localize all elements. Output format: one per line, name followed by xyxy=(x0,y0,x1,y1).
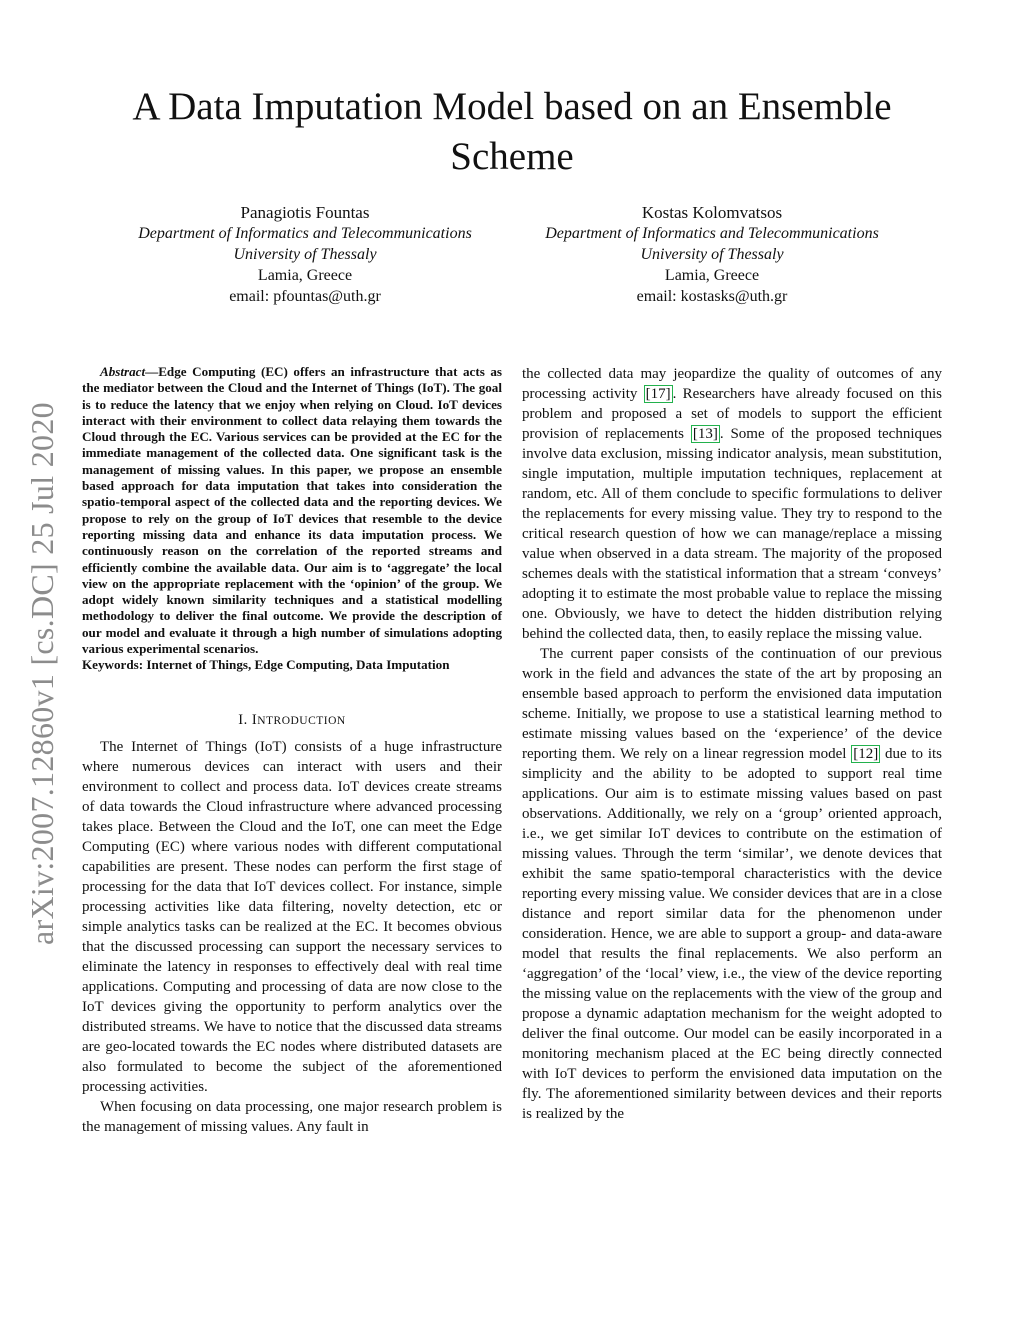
text-span: . Researchers have already focused on this problem and proposed a set of models to support the efficient provision of replacements xyxy=(522,386,942,442)
text-span: . Some of the proposed techniques involve data exclusion, missing indicator analysis, mean substitution, single imputation, multiple imputation techniques, replacement at random, etc. All of them conclude to specific formulations to deliver the replacements for every missing value. They try to respond to the critical research question of how we can manage/replace a missing value when observed in a data stream. The majority of the proposed schemes deals with the statistical information that a stream ‘conveys’ adopting it to estimate the most probable value to replace the missing one. Obviously, we have to detect the hidden distribution relying behind the collected data, then, to easily replace the missing value. xyxy=(522,426,943,642)
intro-paragraph-2: When focusing on data processing, one major research problem is the management of missing values. Any fault in xyxy=(82,1098,502,1135)
author-block-2 xyxy=(502,202,922,307)
citation-link-12[interactable]: [12] xyxy=(853,746,879,762)
right-column xyxy=(522,364,942,1124)
text-span: due to its simplicity and the ability to be adopted to support real time applications. Our aim is to estimate missing values based on past observations. Additionally, we rely on a ‘group’ oriented approach, i.e., we get similar IoT devices to contribute on the estimation of missing values. Through the term ‘similar’, we denote devices that exhibit the same spatio-temporal characteristics with the device reporting every missing value. We consider devices that are in a close distance and report similar data for the phenomenon under consideration. Hence, we are able to support a group- and data-aware model that results the final replacements. We also perform an ‘aggregation’ of the ‘local’ view, i.e., the view of the device reporting the missing value on the replacements with the view of the group and propose a dynamic adaptation mechanism for the weight adopted to deliver the final outcome. Our model can be easily incorporated in a monitoring mechanism placed at the EC being directly connected with IoT devices to perform the envisioned data imputation on the fly. The aforementioned similarity between devices and their reports is realized by the xyxy=(522,746,942,1122)
intro-paragraph-1: The Internet of Things (IoT) consists of a huge infrastructure where numerous devices can interact with users and their environment to collect and process data. IoT devices create streams of data towards the Cloud infrastructure where advanced processing takes place. Between the Cloud and the IoT, one can meet the Edge Computing (EC) where various nodes with different computational capabilities are present. These nodes can perform the first stage of processing for the data that IoT devices collect. For instance, simple processing activities like data filtering, novelty detection, etc or simple analytics tasks can be realized at the EC. It becomes obvious that the discussed processing can support the necessary services to eliminate the latency in responses to effectively deal with real time applications. Computing and processing of data are now close to the IoT devices giving the opportunity to perform analytics over the distributed streams. We have to notice that the discussed data streams are geo-located towards the EC nodes where distributed datasets are also formulated to become the subject of the aforementioned processing activities. xyxy=(82,738,502,1095)
author-university: University of Thessaly xyxy=(233,246,377,263)
author-block-1 xyxy=(95,202,515,307)
abstract xyxy=(82,364,502,674)
text-span: the collected data may jeopardize the quality of outcomes of any processing activity xyxy=(522,366,942,402)
author-location: Lamia, Greece xyxy=(257,267,353,284)
author-name: Kostas Kolomvatsos xyxy=(641,203,783,222)
abstract-text: Edge Computing (EC) offers an infrastructure that acts as the mediator between the Cloud and the Internet of Things (IoT). The goal is to reduce the latency that we enjoy when relying on Cloud. IoT devices interact with their environment to collect data relaying them towards the Cloud through the EC. Various services can be provided at the EC for the immediate management of the collected data. One significant task is the management of missing values. In this paper, we propose an ensemble based approach for data imputation that takes into consideration the spatio-temporal aspect of the collected data and the reporting devices. We propose to rely on the group of IoT devices that resemble to the device reporting missing data and enhance its data imputation process. We continuously reason on the correlation of the reported streams and efficiently combine the available data. Our aim is to ‘aggregate’ the local view on the appropriate replacement with the ‘opinion’ of the group. We adopt widely known similarity techniques and a statistical modelling methodology to deliver the final outcome. We provide the description of our model and evaluate it through a high number of simulations adopting various experimental scenarios. xyxy=(82,364,502,657)
author-name: Panagiotis Fountas xyxy=(240,203,370,222)
text-span: The current paper consists of the continuation of our previous work in the field and advances the state of the art by proposing an ensemble based approach to perform the envisioned data imputation scheme. Initially, we propose to use a statistical learning method to estimate missing values based on the ‘experience’ of the device reporting them. We rely on a linear regression model xyxy=(522,646,942,762)
author-department: Department of Informatics and Telecommunications xyxy=(138,225,472,242)
section-number: I. xyxy=(238,711,248,728)
right-paragraph-1 xyxy=(522,364,942,644)
paper-title: A Data Imputation Model based on an Ensemble Scheme xyxy=(132,85,892,178)
section-title-rest: NTRODUCTION xyxy=(257,714,346,727)
section-heading-introduction xyxy=(82,712,502,729)
arxiv-identifier: arXiv:2007.12860v1 [cs.DC] 25 Jul 2020 xyxy=(24,402,60,945)
author-university: University of Thessaly xyxy=(640,246,784,263)
left-column xyxy=(82,364,502,1137)
citation-link-17[interactable]: [17] xyxy=(645,386,671,402)
author-email: email: pfountas@uth.gr xyxy=(229,288,381,305)
author-department: Department of Informatics and Telecommunications xyxy=(545,225,879,242)
author-email: email: kostasks@uth.gr xyxy=(636,288,788,305)
keywords: Keywords: Internet of Things, Edge Computing, Data Imputation xyxy=(82,657,450,673)
abstract-dash: — xyxy=(145,364,159,379)
abstract-label: Abstract xyxy=(100,364,146,379)
section-title-initial: I xyxy=(251,711,258,728)
right-paragraph-2 xyxy=(522,644,942,1124)
citation-link-13[interactable]: [13] xyxy=(692,426,718,442)
author-location: Lamia, Greece xyxy=(664,267,760,284)
